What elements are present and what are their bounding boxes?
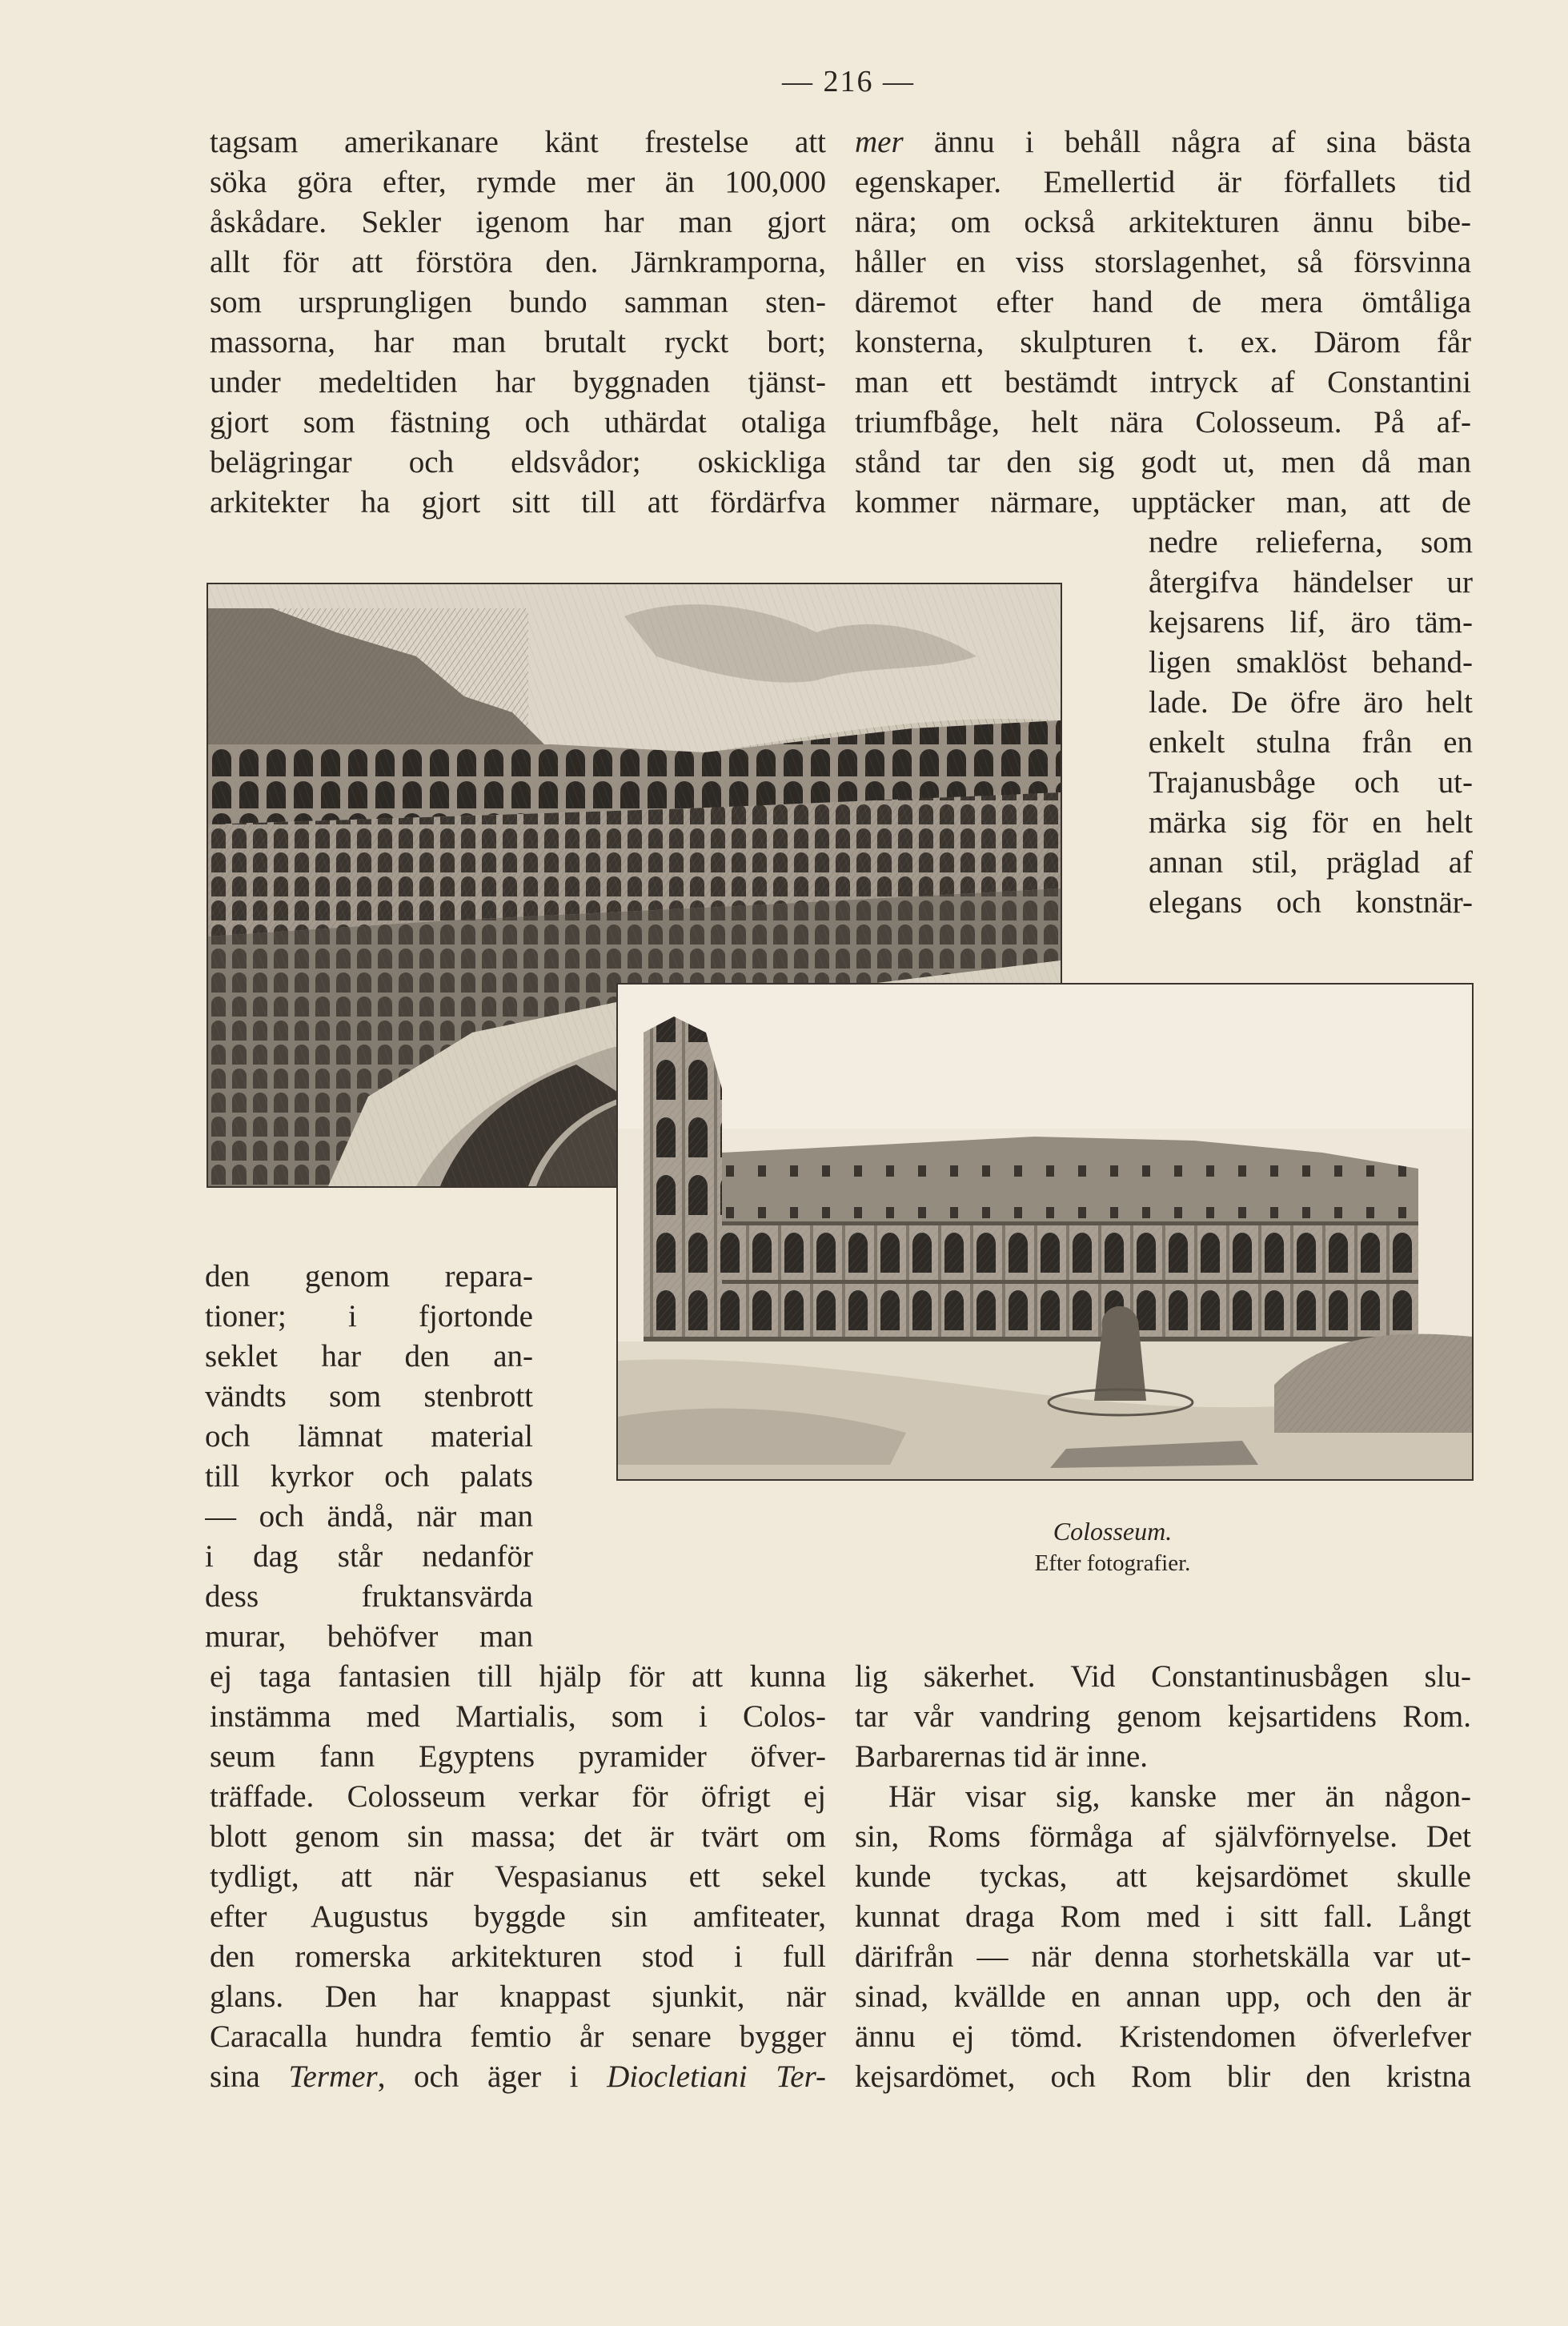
text-line: till kyrkor och palats (205, 1459, 533, 1494)
text-line: tar vår vandring genom kejsartidens Rom. (855, 1699, 1471, 1734)
text-line: lade. De öfre äro helt (1149, 685, 1473, 720)
text-line: tagsam amerikanare känt frestelse att (210, 125, 826, 159)
text-line: träffade. Colosseum verkar för öfrigt ej (210, 1779, 826, 1814)
text-line: ej taga fantasien till hjälp för att kunna (210, 1659, 826, 1694)
text-line (210, 2057, 826, 2097)
text-line: seum fann Egyptens pyramider öfver- (210, 1739, 826, 1774)
text-line: söka göra efter, rymde mer än 100,000 (210, 165, 826, 199)
text-column-left-top (210, 122, 826, 523)
text-line: belägringar och eldsvådor; oskickliga (210, 445, 826, 479)
text-line: Här visar sig, kanske mer än någon- (888, 1779, 1471, 1814)
text-line: kommer närmare, upptäcker man, att de (855, 485, 1471, 519)
text-line: arkitekter ha gjort sitt till att fördärfva (210, 485, 826, 519)
text-line: sinad, kvällde en annan upp, och den är (855, 1979, 1471, 2014)
text-line: nära; om också arkitekturen ännu bibe- (855, 205, 1471, 239)
text-line: märka sig för en helt (1149, 805, 1473, 840)
text-line: triumfbåge, helt nära Colosseum. På af- (855, 405, 1471, 439)
text-line: glans. Den har knappast sjunkit, när (210, 1979, 826, 2014)
text-line: murar, behöfver man (205, 1619, 533, 1654)
italic-word: mer (855, 125, 904, 159)
text-line: håller en viss storslagenhet, så försvinna (855, 245, 1471, 279)
text-line: som ursprungligen bundo samman sten- (210, 285, 826, 319)
text-line: tydligt, att när Vespasianus ett sekel (210, 1859, 826, 1894)
text-line: den genom repara- (205, 1259, 533, 1293)
text-line: stånd tar den sig godt ut, men då man (855, 445, 1471, 479)
text-line: instämma med Martialis, som i Colos- (210, 1699, 826, 1734)
text-line: i dag står nedanför (205, 1539, 533, 1574)
text-line: kunnat draga Rom med i sitt fall. Långt (855, 1899, 1471, 1934)
text-fragment: , och äger i (377, 2059, 608, 2094)
text-line: ännu ej tömd. Kristendomen öfverlefver (855, 2019, 1471, 2054)
page-number: — 216 — (782, 65, 915, 98)
text-line: lig säkerhet. Vid Constantinusbågen slu- (855, 1659, 1471, 1694)
caption-title: Colosseum. (1053, 1517, 1173, 1546)
text-fragment: sina (210, 2059, 289, 2094)
text-line: — och ändå, när man (205, 1499, 533, 1534)
text-line: Caracalla hundra femtio år senare bygger (210, 2019, 826, 2054)
text-line: gjort som fästning och uthärdat otaliga (210, 405, 826, 439)
text-column-left-bottom (210, 1657, 826, 2097)
text-column-right-narrow (1149, 523, 1473, 923)
text-line: Trajanusbåge och ut- (1149, 765, 1473, 800)
text-line: Barbarernas tid är inne. (855, 1739, 1149, 1774)
italic-word: Diocletiani Ter- (607, 2059, 826, 2094)
text-line: dess fruktansvärda (205, 1579, 533, 1614)
exterior-engraving (618, 985, 1472, 1479)
text-line: tioner; i fjortonde (205, 1299, 533, 1333)
text-column-right-top (855, 122, 1471, 523)
text-line: åskådare. Sekler igenom har man gjort (210, 205, 826, 239)
text-line: nedre relieferna, som (1149, 525, 1473, 559)
text-line: kejsardömet, och Rom blir den kristna (855, 2059, 1471, 2094)
text-line: man ett bestämdt intryck af Constantini (855, 365, 1471, 399)
text-column-right-bottom (855, 1657, 1471, 2097)
text-line: därifrån — när denna storhetskälla var ut- (855, 1939, 1471, 1974)
text-line: under medeltiden har byggnaden tjänst- (210, 365, 826, 399)
text-line: annan stil, präglad af (1149, 845, 1473, 880)
text-line: däremot efter hand de mera ömtåliga (855, 285, 1471, 319)
text-line: sin, Roms förmåga af självförnyelse. Det (855, 1819, 1471, 1854)
text-line (855, 122, 1471, 162)
text-line: konsterna, skulpturen t. ex. Därom får (855, 325, 1471, 359)
text-line: massorna, har man brutalt ryckt bort; (210, 325, 826, 359)
text-line: allt för att förstöra den. Järnkramporna, (210, 245, 826, 279)
illustration-colosseum-exterior (616, 983, 1474, 1481)
italic-word: Termer (288, 2059, 378, 2094)
text-line: och lämnat material (205, 1419, 533, 1454)
text-fragment: ännu i behåll några af sina bästa (903, 125, 1471, 159)
text-line: vändts som stenbrott (205, 1379, 533, 1414)
text-column-left-narrow (205, 1257, 533, 1657)
figure-caption (880, 1515, 1345, 1579)
text-line: elegans och konstnär- (1149, 885, 1473, 920)
text-line: återgifva händelser ur (1149, 565, 1473, 600)
text-line: efter Augustus byggde sin amfiteater, (210, 1899, 826, 1934)
text-line: kejsarens lif, äro täm- (1149, 605, 1473, 640)
text-line: enkelt stulna från en (1149, 725, 1473, 760)
text-line: seklet har den an- (205, 1339, 533, 1374)
text-line: blott genom sin massa; det är tvärt om (210, 1819, 826, 1854)
text-line: egenskaper. Emellertid är förfallets tid (855, 165, 1471, 199)
text-line: ligen smaklöst behand- (1149, 645, 1473, 680)
text-line: kunde tyckas, att kejsardömet skulle (855, 1859, 1471, 1894)
text-line: den romerska arkitekturen stod i full (210, 1939, 826, 1974)
caption-subtitle: Efter fotografier. (1034, 1550, 1191, 1576)
